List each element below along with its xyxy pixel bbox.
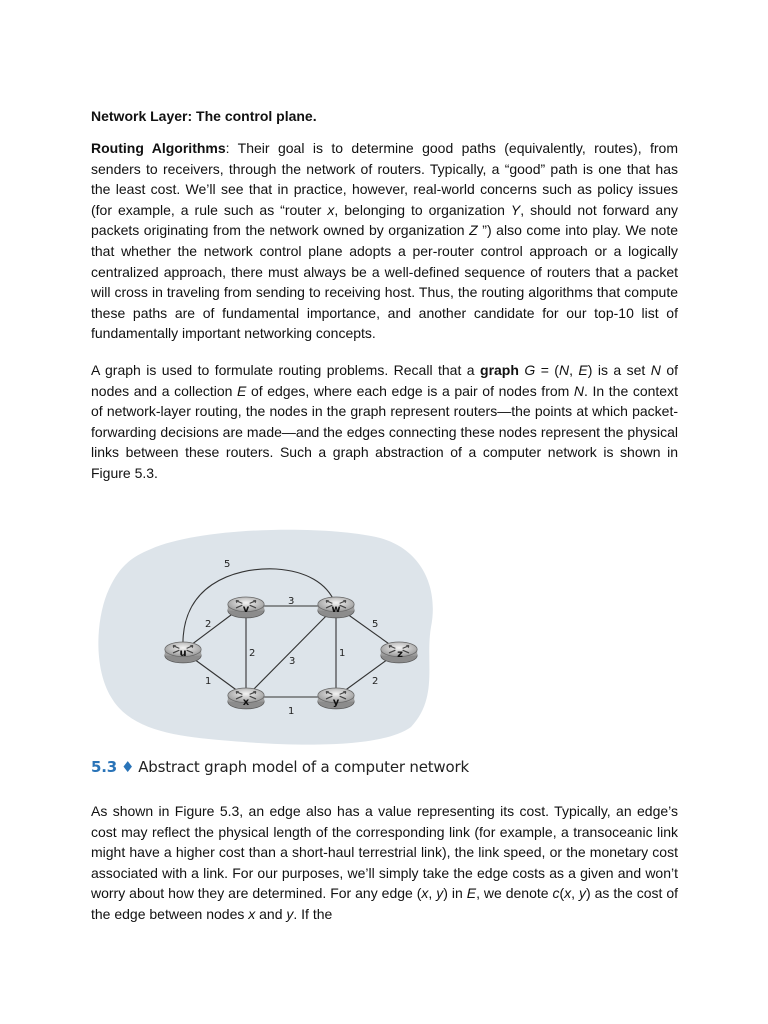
caption-bullet-icon: ♦ bbox=[120, 758, 135, 776]
edge-cost-y-z: 2 bbox=[372, 676, 379, 687]
network-graph-figure bbox=[91, 527, 436, 746]
router-node-w bbox=[318, 597, 354, 618]
router-node-y bbox=[318, 688, 354, 709]
edge-cost-u-w: 5 bbox=[224, 559, 231, 570]
edge-cost-w-y: 1 bbox=[339, 648, 346, 659]
edge-cost-x-y: 1 bbox=[288, 706, 295, 717]
paragraph-routing-algorithms: Routing Algorithms: Their goal is to determine good paths (equivalently, routes), from senders to receivers, through the network of routers. Typically, a “good” path is one that has the least cost. We’ll see that in practice, however, real-world concerns such as policy issues (for example, a rule such as “router x, belonging to organization Y, should not forward any packets originating from the network owned by organization Z ”) also come into play. We note that whether the network control plane adopts a per-router control approach or a logically centralized approach, there must always be a well-defined sequence of routers that a packet will cross in traveling from sending to receiving host. Thus, the routing algorithms that compute these paths are of fundamental importance, and another candidate for our top-10 list of fundamentally important networking concepts. bbox=[91, 140, 678, 342]
caption-text: Abstract graph model of a computer network bbox=[138, 758, 469, 776]
paragraph-edge-cost: As shown in Figure 5.3, an edge also has a value representing its cost. Typically, an edge’s cost may reflect the physical length of the corresponding link (for example, a transoceanic link might have a higher cost than a short-haul terrestrial link), the link speed, or the monetary cost associated with a link. For our purposes, we’ll simply take the edge costs as a given and won’t worry about how they are determined. For any edge (x, y) in E, we denote c(x, y) as the cost of the edge between nodes x and y. If the bbox=[91, 803, 679, 922]
node-label-x: x bbox=[242, 697, 250, 708]
edge-cost-u-v: 2 bbox=[205, 619, 212, 630]
node-label-z: z bbox=[397, 649, 403, 660]
figure-background-blob bbox=[98, 530, 432, 745]
section-heading: Network Layer: The control plane. bbox=[91, 108, 317, 124]
document-body bbox=[91, 106, 678, 484]
network-graph-diagram bbox=[91, 527, 436, 746]
term-routing-algorithms: Routing Algorithms bbox=[91, 140, 226, 156]
router-node-z bbox=[381, 642, 417, 663]
edge-cost-w-z: 5 bbox=[372, 619, 379, 630]
node-label-u: u bbox=[179, 648, 187, 659]
paragraph-graph-definition: A graph is used to formulate routing problems. Recall that a graph G = (N, E) is a set N of nodes and a collection E of edges, where each edge is a pair of nodes from N. In the context of network-layer routing, the nodes in the graph represent routers—the points at which packet-forwarding decisions are made—and the edges connecting these nodes represent the physical links between these routers. Such a graph abstraction of a computer network is shown in Figure 5.3. bbox=[91, 361, 679, 481]
node-label-w: w bbox=[331, 604, 341, 615]
edge-cost-u-x: 1 bbox=[205, 676, 212, 687]
edge-cost-v-x: 2 bbox=[249, 648, 256, 659]
router-node-x bbox=[228, 688, 264, 709]
term-graph: graph bbox=[480, 361, 519, 378]
figure-number: 5.3 bbox=[91, 758, 117, 776]
edge-cost-v-w: 3 bbox=[288, 596, 295, 607]
node-label-v: v bbox=[242, 604, 250, 615]
figure-caption bbox=[91, 757, 469, 777]
router-node-u bbox=[165, 642, 201, 663]
node-label-y: y bbox=[332, 697, 340, 708]
edge-cost-x-w: 3 bbox=[289, 656, 296, 667]
router-node-v bbox=[228, 597, 264, 618]
